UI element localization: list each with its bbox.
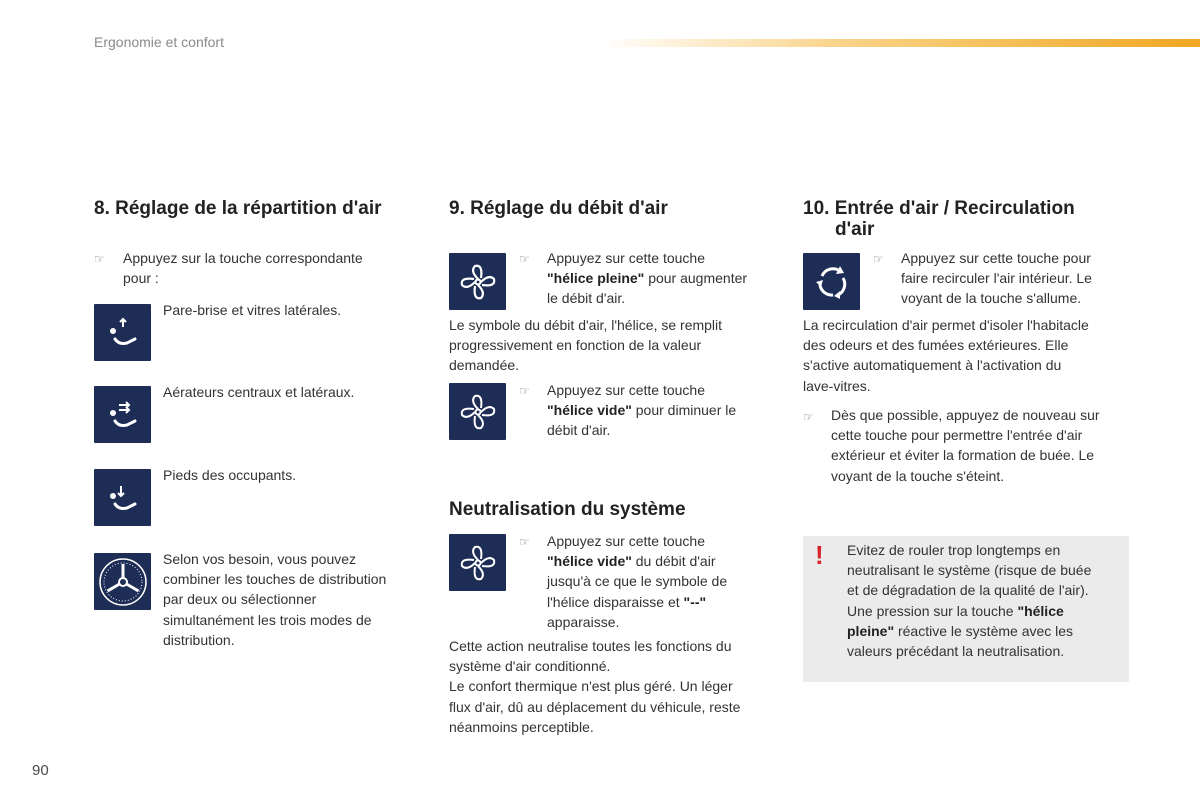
- windshield-airflow-icon[interactable]: [94, 304, 151, 361]
- heading-neutralisation: Neutralisation du système: [449, 499, 686, 520]
- paragraph: Le symbole du débit d'air, l'hélice, se remplit progressivement en fonction de la valeur demandée.: [449, 317, 723, 374]
- warning-text: Evitez de rouler trop longtemps en neutralisant le système (risque de buée et de dégradation de la qualité de l'air). Une pression sur la touche "hélice pleine" réactive le système avec les valeurs précédant la neutralisation.: [847, 542, 1092, 660]
- warning-icon: !: [815, 540, 824, 570]
- recirculation-icon[interactable]: [803, 253, 860, 310]
- bullet-icon: ☞: [94, 252, 105, 266]
- section-title: Ergonomie et confort: [94, 34, 224, 50]
- distribution-wheel-icon[interactable]: [94, 553, 151, 610]
- instruction-text: Dès que possible, appuyez de nouveau sur cette touche pour permettre l'entrée d'air extérieur et éviter la formation de buée. Le voyant de la touche s'éteint.: [831, 407, 1100, 484]
- instruction-text: Appuyez sur cette touche "hélice vide" pour diminuer le débit d'air.: [547, 382, 737, 439]
- face-vents-airflow-icon[interactable]: [94, 386, 151, 443]
- combine-text: Selon vos besoin, vous pouvez combiner les touches de distribution par deux ou sélectionner simultanément les trois modes de distribution.: [163, 551, 387, 648]
- paragraph: Cette action neutralise toutes les fonctions du système d'air conditionné. Le confort thermique n'est plus géré. Un léger flux d'air, dû au déplacement du véhicule, reste néanmoins perceptible.: [449, 638, 741, 735]
- heading-air-intake: 10. Entrée d'air / Recirculation d'air: [803, 198, 1075, 240]
- paragraph: La recirculation d'air permet d'isoler l'habitacle des odeurs et des fumées extérieures. Elle s'active automatiquement à l'activation du lave-vitres.: [803, 317, 1089, 394]
- heading-air-flow: 9. Réglage du débit d'air: [449, 198, 668, 219]
- feet-airflow-icon[interactable]: [94, 469, 151, 526]
- header-accent-bar: [600, 39, 1200, 47]
- fan-empty-icon[interactable]: [449, 534, 506, 591]
- instruction-text: Appuyez sur cette touche pour faire recirculer l'air intérieur. Le voyant de la touche s'allume.: [901, 250, 1092, 307]
- fan-empty-icon[interactable]: [449, 383, 506, 440]
- bullet-icon: ☞: [519, 252, 530, 266]
- item-text: Pare-brise et vitres latérales.: [163, 302, 342, 318]
- bullet-icon: ☞: [873, 252, 884, 266]
- bullet-icon: ☞: [519, 384, 530, 398]
- instruction-text: Appuyez sur cette touche "hélice pleine" pour augmenter le débit d'air.: [547, 250, 748, 307]
- fan-full-icon[interactable]: [449, 253, 506, 310]
- item-text: Aérateurs centraux et latéraux.: [163, 384, 355, 400]
- bullet-icon: ☞: [803, 410, 814, 424]
- instruction-text: Appuyez sur la touche correspondante pour :: [123, 250, 363, 287]
- instruction-text: Appuyez sur cette touche "hélice vide" du débit d'air jusqu'à ce que le symbole de l'hélice disparaisse et "--" apparaisse.: [547, 533, 728, 630]
- page-number: 90: [32, 762, 49, 779]
- bullet-icon: ☞: [519, 535, 530, 549]
- heading-air-distribution: 8. Réglage de la répartition d'air: [94, 198, 382, 219]
- item-text: Pieds des occupants.: [163, 467, 297, 483]
